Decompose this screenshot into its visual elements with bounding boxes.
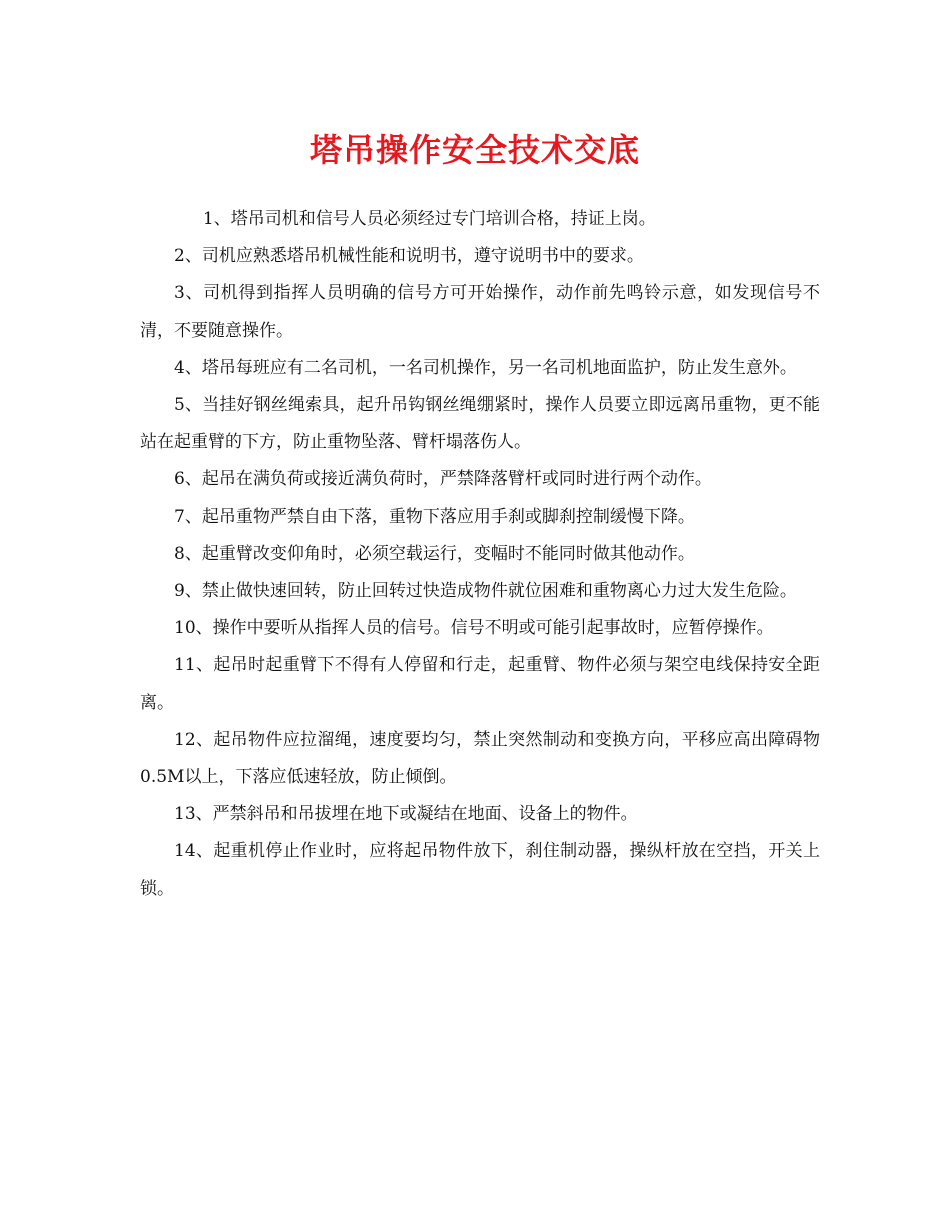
paragraph-13: 13、严禁斜吊和吊拔埋在地下或凝结在地面、设备上的物件。 — [174, 804, 638, 825]
paragraph-7: 7、起吊重物严禁自由下落，重物下落应用手刹或脚刹控制缓慢下降。 — [174, 506, 695, 527]
paragraph-5: 5、当挂好钢丝绳索具，起升吊钩钢丝绳绷紧时，操作人员要立即远离吊重物，更不能站在起重臂的下方，防止重物坠落、臂杆塌落伤人。 — [140, 395, 820, 453]
document-title: 塔吊操作安全技术交底 — [309, 131, 640, 169]
paragraph-12: 12、起吊物件应拉溜绳，速度要均匀，禁止突然制动和变换方向，平移应高出障碍物0.5M以上，下落应低速轻放，防止倾倒。 — [140, 729, 820, 788]
document-body — [140, 201, 820, 908]
paragraph-10: 10、操作中要听从指挥人员的信号。信号不明或可能引起事故时，应暂停操作。 — [174, 618, 774, 639]
paragraph-9: 9、禁止做快速回转，防止回转过快造成物件就位困难和重物离心力过大发生危险。 — [174, 581, 797, 602]
paragraph-11: 11、起吊时起重臂下不得有人停留和行走，起重臂、物件必须与架空电线保持安全距离。 — [140, 655, 820, 713]
paragraph-14: 14、起重机停止作业时，应将起吊物件放下，刹住制动器，操纵杆放在空挡，开关上锁。 — [140, 841, 820, 899]
paragraph-8: 8、起重臂改变仰角时，必须空载运行，变幅时不能同时做其他动作。 — [174, 543, 695, 564]
paragraph-3: 3、司机得到指挥人员明确的信号方可开始操作，动作前先鸣铃示意，如发现信号不清，不要随意操作。 — [140, 283, 820, 341]
paragraph-4: 4、塔吊每班应有二名司机，一名司机操作，另一名司机地面监护，防止发生意外。 — [174, 357, 797, 378]
paragraph-6: 6、起吊在满负荷或接近满负荷时，严禁降落臂杆或同时进行两个动作。 — [174, 469, 712, 490]
paragraph-2: 2、司机应熟悉塔吊机械性能和说明书，遵守说明书中的要求。 — [174, 246, 644, 267]
paragraph-1: 1、塔吊司机和信号人员必须经过专门培训合格，持证上岗。 — [202, 209, 656, 229]
